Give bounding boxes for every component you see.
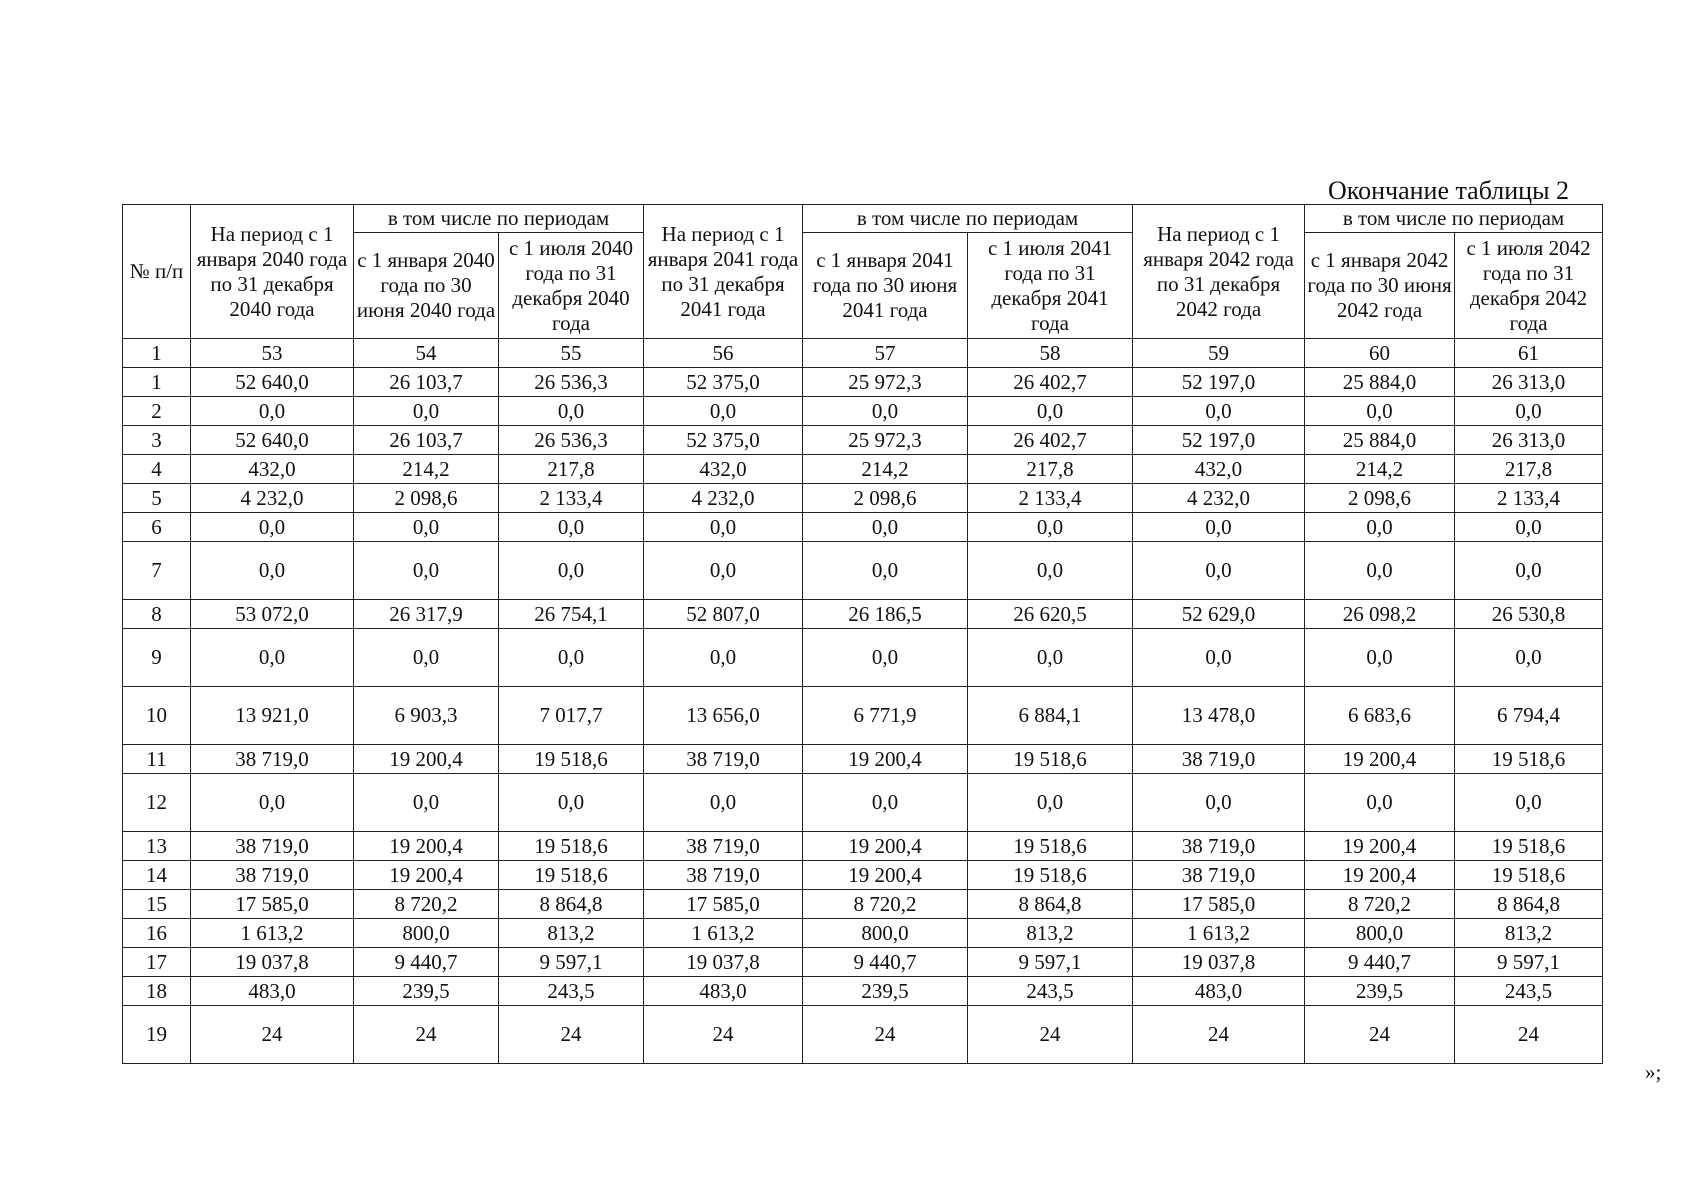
- table-cell: 0,0: [644, 397, 803, 426]
- column-index-row: [123, 339, 1603, 368]
- table-cell: 19 200,4: [803, 832, 968, 861]
- table-cell: 2 133,4: [1455, 484, 1603, 513]
- table-row: [123, 687, 1603, 745]
- table-cell: 19 518,6: [1455, 832, 1603, 861]
- table-cell: 26 103,7: [354, 368, 499, 397]
- table-row: [123, 919, 1603, 948]
- table-cell: 813,2: [1455, 919, 1603, 948]
- table-cell: 53 072,0: [191, 600, 354, 629]
- column-index: 54: [354, 339, 499, 368]
- table-cell: 25 884,0: [1305, 368, 1455, 397]
- table-cell: 813,2: [499, 919, 644, 948]
- table-row: [123, 774, 1603, 832]
- row-number: 12: [123, 774, 191, 832]
- table-cell: 0,0: [1455, 542, 1603, 600]
- table-cell: 0,0: [354, 774, 499, 832]
- table-cell: 0,0: [644, 542, 803, 600]
- table-row: [123, 368, 1603, 397]
- table-cell: 25 972,3: [803, 426, 968, 455]
- table-cell: 2 133,4: [968, 484, 1133, 513]
- table-cell: 25 972,3: [803, 368, 968, 397]
- table-cell: 0,0: [803, 774, 968, 832]
- table-cell: 4 232,0: [644, 484, 803, 513]
- table-cell: 17 585,0: [1133, 890, 1305, 919]
- row-number: 17: [123, 948, 191, 977]
- row-number: 15: [123, 890, 191, 919]
- table-cell: 19 518,6: [499, 745, 644, 774]
- table-cell: 25 884,0: [1305, 426, 1455, 455]
- table-row: [123, 397, 1603, 426]
- table-cell: 0,0: [1133, 513, 1305, 542]
- table-cell: 0,0: [803, 542, 968, 600]
- table-cell: 0,0: [1455, 513, 1603, 542]
- table-cell: 1 613,2: [191, 919, 354, 948]
- table-row: [123, 484, 1603, 513]
- table-cell: 4 232,0: [1133, 484, 1305, 513]
- table-row: [123, 861, 1603, 890]
- table-cell: 24: [1133, 1006, 1305, 1064]
- table-row: [123, 1006, 1603, 1064]
- table-cell: 7 017,7: [499, 687, 644, 745]
- column-index: 56: [644, 339, 803, 368]
- data-table: [122, 204, 1603, 1064]
- table-cell: 0,0: [499, 629, 644, 687]
- table-cell: 0,0: [1133, 774, 1305, 832]
- header-2040-periods: в том числе по периодам: [354, 205, 644, 233]
- table-cell: 483,0: [644, 977, 803, 1006]
- table-cell: 0,0: [1455, 774, 1603, 832]
- table-row: [123, 542, 1603, 600]
- table-cell: 38 719,0: [644, 745, 803, 774]
- table-cell: 38 719,0: [644, 832, 803, 861]
- table-cell: 19 200,4: [354, 832, 499, 861]
- table-cell: 19 518,6: [1455, 745, 1603, 774]
- table-cell: 0,0: [499, 397, 644, 426]
- header-2041-periods: в том числе по периодам: [803, 205, 1133, 233]
- table-cell: 0,0: [1133, 397, 1305, 426]
- table-cell: 9 597,1: [968, 948, 1133, 977]
- table-cell: 0,0: [968, 774, 1133, 832]
- header-2041-h1: с 1 января 2041 года по 30 июня 2041 года: [803, 233, 968, 339]
- row-number: 10: [123, 687, 191, 745]
- table-cell: 0,0: [1133, 542, 1305, 600]
- row-number: 11: [123, 745, 191, 774]
- table-cell: 38 719,0: [1133, 832, 1305, 861]
- table-cell: 19 518,6: [1455, 861, 1603, 890]
- table-cell: 9 440,7: [1305, 948, 1455, 977]
- table-cell: 0,0: [968, 397, 1133, 426]
- table-cell: 52 197,0: [1133, 368, 1305, 397]
- table-cell: 0,0: [1455, 397, 1603, 426]
- table-cell: 6 794,4: [1455, 687, 1603, 745]
- table-cell: 0,0: [1305, 397, 1455, 426]
- table-cell: 13 921,0: [191, 687, 354, 745]
- table-cell: 800,0: [1305, 919, 1455, 948]
- table-cell: 26 103,7: [354, 426, 499, 455]
- table-cell: 0,0: [191, 542, 354, 600]
- table-cell: 26 313,0: [1455, 426, 1603, 455]
- table-cell: 19 037,8: [644, 948, 803, 977]
- table-cell: 0,0: [354, 542, 499, 600]
- table-cell: 214,2: [354, 455, 499, 484]
- table-cell: 800,0: [354, 919, 499, 948]
- table-cell: 1 613,2: [1133, 919, 1305, 948]
- table-cell: 24: [644, 1006, 803, 1064]
- table-cell: 214,2: [1305, 455, 1455, 484]
- header-2042-total: На период с 1 января 2042 года по 31 декабря 2042 года: [1133, 205, 1305, 339]
- table-row: [123, 890, 1603, 919]
- row-number: 2: [123, 397, 191, 426]
- table-cell: 26 317,9: [354, 600, 499, 629]
- header-2040-total: На период с 1 января 2040 года по 31 декабря 2040 года: [191, 205, 354, 339]
- row-number: 7: [123, 542, 191, 600]
- table-cell: 0,0: [354, 513, 499, 542]
- table-cell: 0,0: [803, 513, 968, 542]
- table-cell: 19 200,4: [1305, 832, 1455, 861]
- table-cell: 0,0: [1305, 542, 1455, 600]
- table-cell: 38 719,0: [1133, 861, 1305, 890]
- row-number: 3: [123, 426, 191, 455]
- table-cell: 483,0: [1133, 977, 1305, 1006]
- table-cell: 19 200,4: [354, 861, 499, 890]
- table-cell: 0,0: [191, 513, 354, 542]
- table-cell: 813,2: [968, 919, 1133, 948]
- table-cell: 13 478,0: [1133, 687, 1305, 745]
- header-2041-h2: с 1 июля 2041 года по 31 декабря 2041 года: [968, 233, 1133, 339]
- column-index: 57: [803, 339, 968, 368]
- table-cell: 8 864,8: [499, 890, 644, 919]
- table-cell: 0,0: [968, 513, 1133, 542]
- table-cell: 24: [191, 1006, 354, 1064]
- table-cell: 432,0: [191, 455, 354, 484]
- table-cell: 38 719,0: [191, 832, 354, 861]
- row-number: 8: [123, 600, 191, 629]
- table-header: [123, 205, 1603, 368]
- table-cell: 52 640,0: [191, 426, 354, 455]
- table-cell: 19 200,4: [803, 861, 968, 890]
- table-cell: 9 440,7: [803, 948, 968, 977]
- table-cell: 8 720,2: [354, 890, 499, 919]
- row-number: 6: [123, 513, 191, 542]
- table-cell: 0,0: [968, 542, 1133, 600]
- table-cell: 9 597,1: [499, 948, 644, 977]
- table-cell: 0,0: [1133, 629, 1305, 687]
- table-cell: 0,0: [644, 629, 803, 687]
- table-cell: 0,0: [191, 629, 354, 687]
- table-cell: 217,8: [968, 455, 1133, 484]
- header-2042-periods: в том числе по периодам: [1305, 205, 1603, 233]
- column-index: 59: [1133, 339, 1305, 368]
- table-cell: 19 200,4: [803, 745, 968, 774]
- table-cell: 19 518,6: [968, 745, 1133, 774]
- table-cell: 19 518,6: [968, 861, 1133, 890]
- table-row: [123, 629, 1603, 687]
- table-cell: 1 613,2: [644, 919, 803, 948]
- table-cell: 0,0: [803, 397, 968, 426]
- table-cell: 0,0: [968, 629, 1133, 687]
- table-row: [123, 977, 1603, 1006]
- table-cell: 6 884,1: [968, 687, 1133, 745]
- table-cell: 0,0: [644, 513, 803, 542]
- table-cell: 8 864,8: [1455, 890, 1603, 919]
- table-cell: 0,0: [499, 513, 644, 542]
- table-cell: 19 200,4: [1305, 745, 1455, 774]
- table-cell: 26 620,5: [968, 600, 1133, 629]
- table-cell: 0,0: [1305, 774, 1455, 832]
- table-cell: 24: [803, 1006, 968, 1064]
- table-cell: 8 720,2: [803, 890, 968, 919]
- table-cell: 17 585,0: [644, 890, 803, 919]
- table-cell: 0,0: [499, 542, 644, 600]
- row-number: 5: [123, 484, 191, 513]
- table-row: [123, 745, 1603, 774]
- closing-quote-mark: »;: [1645, 1060, 1662, 1084]
- header-2040-h2: с 1 июля 2040 года по 31 декабря 2040 года: [499, 233, 644, 339]
- table-cell: 24: [1455, 1006, 1603, 1064]
- table-caption: Окончание таблицы 2: [1328, 176, 1570, 205]
- table-cell: 6 771,9: [803, 687, 968, 745]
- table-cell: 0,0: [191, 397, 354, 426]
- table-row: [123, 426, 1603, 455]
- table-cell: 26 186,5: [803, 600, 968, 629]
- table-cell: 26 313,0: [1455, 368, 1603, 397]
- table-cell: 4 232,0: [191, 484, 354, 513]
- table-cell: 483,0: [191, 977, 354, 1006]
- header-2040-h1: с 1 января 2040 года по 30 июня 2040 года: [354, 233, 499, 339]
- column-index: 61: [1455, 339, 1603, 368]
- table-cell: 6 903,3: [354, 687, 499, 745]
- table-cell: 0,0: [803, 629, 968, 687]
- header-2042-h1: с 1 января 2042 года по 30 июня 2042 года: [1305, 233, 1455, 339]
- table-cell: 19 037,8: [191, 948, 354, 977]
- table-cell: 24: [968, 1006, 1133, 1064]
- table-cell: 0,0: [1305, 629, 1455, 687]
- table-cell: 0,0: [354, 397, 499, 426]
- table-cell: 2 098,6: [803, 484, 968, 513]
- table-cell: 19 518,6: [499, 861, 644, 890]
- table-cell: 6 683,6: [1305, 687, 1455, 745]
- table-cell: 217,8: [499, 455, 644, 484]
- table-cell: 26 536,3: [499, 368, 644, 397]
- row-number: 18: [123, 977, 191, 1006]
- table-cell: 19 200,4: [1305, 861, 1455, 890]
- table-cell: 214,2: [803, 455, 968, 484]
- header-2042-h2: с 1 июля 2042 года по 31 декабря 2042 года: [1455, 233, 1603, 339]
- column-index: 60: [1305, 339, 1455, 368]
- table-cell: 38 719,0: [191, 861, 354, 890]
- table-cell: 2 133,4: [499, 484, 644, 513]
- column-index: 58: [968, 339, 1133, 368]
- table-cell: 19 518,6: [968, 832, 1133, 861]
- table-cell: 800,0: [803, 919, 968, 948]
- table-cell: 0,0: [1305, 513, 1455, 542]
- header-2041-total: На период с 1 января 2041 года по 31 декабря 2041 года: [644, 205, 803, 339]
- table-row: [123, 832, 1603, 861]
- table-cell: 17 585,0: [191, 890, 354, 919]
- table-cell: 217,8: [1455, 455, 1603, 484]
- table-cell: 239,5: [803, 977, 968, 1006]
- table-cell: 2 098,6: [1305, 484, 1455, 513]
- table-cell: 243,5: [1455, 977, 1603, 1006]
- table-cell: 9 597,1: [1455, 948, 1603, 977]
- table-cell: 0,0: [191, 774, 354, 832]
- table-cell: 432,0: [1133, 455, 1305, 484]
- table-cell: 2 098,6: [354, 484, 499, 513]
- row-number: 1: [123, 368, 191, 397]
- table-row: [123, 948, 1603, 977]
- column-index: 55: [499, 339, 644, 368]
- table-cell: 52 807,0: [644, 600, 803, 629]
- table-cell: 38 719,0: [191, 745, 354, 774]
- table-cell: 52 197,0: [1133, 426, 1305, 455]
- table-cell: 432,0: [644, 455, 803, 484]
- table-row: [123, 513, 1603, 542]
- table-cell: 52 629,0: [1133, 600, 1305, 629]
- row-number: 19: [123, 1006, 191, 1064]
- table-row: [123, 455, 1603, 484]
- table-cell: 243,5: [499, 977, 644, 1006]
- row-number: 14: [123, 861, 191, 890]
- table-row: [123, 600, 1603, 629]
- table-cell: 52 375,0: [644, 426, 803, 455]
- table-cell: 239,5: [1305, 977, 1455, 1006]
- table-cell: 19 518,6: [499, 832, 644, 861]
- table-cell: 8 720,2: [1305, 890, 1455, 919]
- table-cell: 26 754,1: [499, 600, 644, 629]
- table-cell: 24: [354, 1006, 499, 1064]
- column-index: 53: [191, 339, 354, 368]
- row-number: 4: [123, 455, 191, 484]
- row-number: 13: [123, 832, 191, 861]
- table-cell: 26 402,7: [968, 368, 1133, 397]
- table-cell: 239,5: [354, 977, 499, 1006]
- table-body: [123, 368, 1603, 1064]
- table-cell: 13 656,0: [644, 687, 803, 745]
- table-cell: 8 864,8: [968, 890, 1133, 919]
- table-cell: 38 719,0: [1133, 745, 1305, 774]
- table-cell: 0,0: [499, 774, 644, 832]
- table-cell: 0,0: [354, 629, 499, 687]
- column-index-num: 1: [123, 339, 191, 368]
- table-cell: 52 640,0: [191, 368, 354, 397]
- header-num: № п/п: [123, 205, 191, 339]
- table-cell: 52 375,0: [644, 368, 803, 397]
- row-number: 16: [123, 919, 191, 948]
- table-cell: 19 200,4: [354, 745, 499, 774]
- table-cell: 24: [1305, 1006, 1455, 1064]
- table-cell: 9 440,7: [354, 948, 499, 977]
- table-cell: 24: [499, 1006, 644, 1064]
- table-cell: 26 402,7: [968, 426, 1133, 455]
- table-cell: 26 530,8: [1455, 600, 1603, 629]
- table-cell: 0,0: [1455, 629, 1603, 687]
- table-cell: 38 719,0: [644, 861, 803, 890]
- table-cell: 243,5: [968, 977, 1133, 1006]
- table-cell: 26 536,3: [499, 426, 644, 455]
- table-cell: 19 037,8: [1133, 948, 1305, 977]
- table-cell: 26 098,2: [1305, 600, 1455, 629]
- table-cell: 0,0: [644, 774, 803, 832]
- row-number: 9: [123, 629, 191, 687]
